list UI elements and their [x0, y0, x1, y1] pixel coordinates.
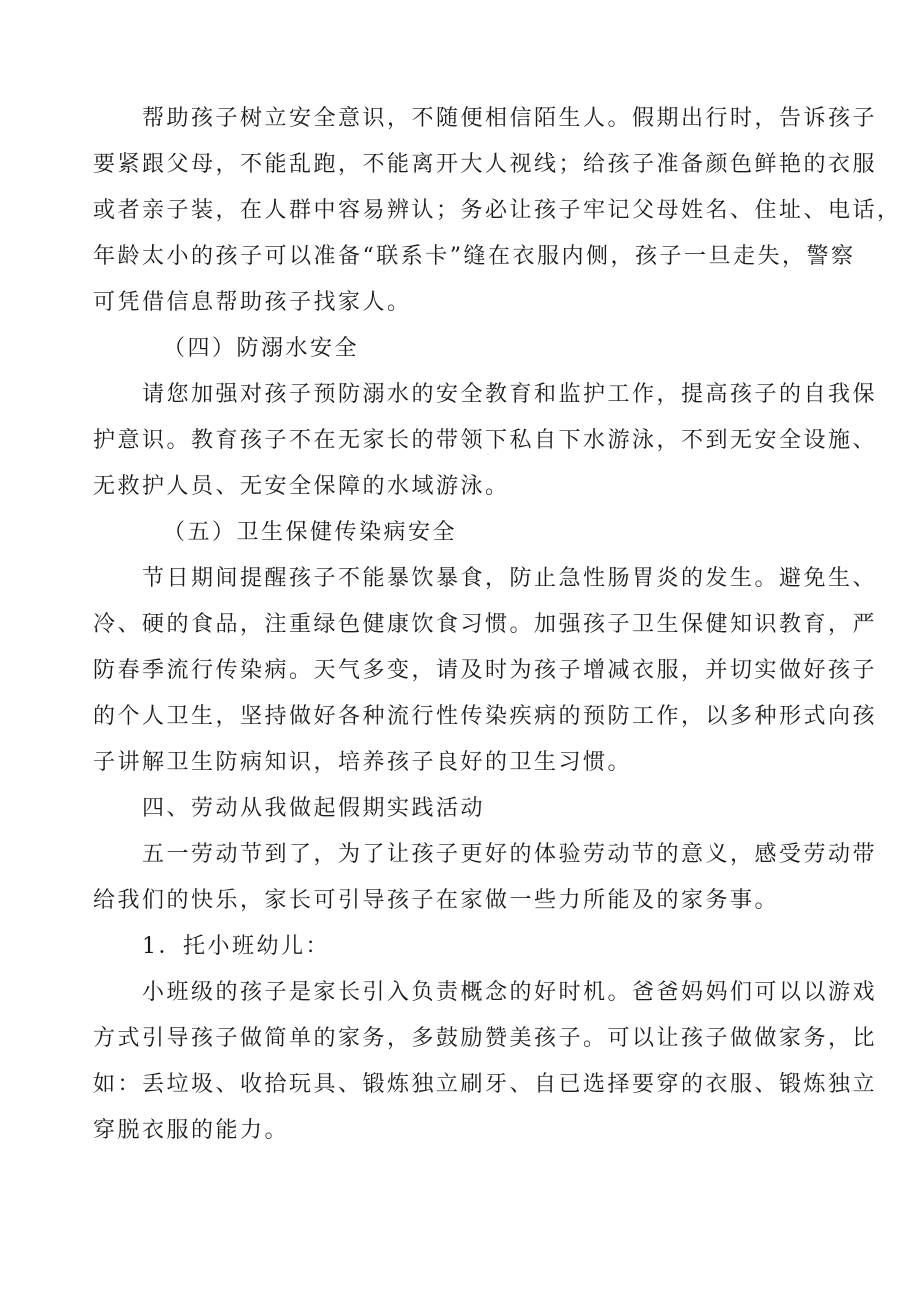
text-line: 子讲解卫生防病知识，培养孩子良好的卫生习惯。	[93, 750, 633, 775]
text-line: 五一劳动节到了，为了让孩子更好的体验劳动节的意义，感受劳动带	[142, 842, 878, 867]
text-line: 可凭借信息帮助孩子找家人。	[93, 290, 412, 315]
text-line: 帮助孩子树立安全意识，不随便相信陌生人。假期出行时，告诉孩子	[142, 106, 878, 131]
section-heading-drowning	[93, 326, 833, 372]
text-line: 护意识。教育孩子不在无家长的带领下私自下水游泳，不到无安全设施、	[93, 428, 878, 453]
heading-text: （四）防溺水安全	[163, 336, 360, 361]
heading-text: 四、劳动从我做起假期实践活动	[142, 796, 486, 821]
document-body	[93, 96, 902, 1154]
text-line: 小班级的孩子是家长引入负责概念的好时机。爸爸妈妈们可以以游戏	[142, 980, 878, 1005]
text-line: 的个人卫生，坚持做好各种流行性传染疾病的预防工作，以多种形式向孩	[93, 704, 878, 729]
heading-text: （五）卫生保健传染病安全	[163, 520, 458, 545]
paragraph-stranger-safety	[93, 96, 902, 326]
paragraph-labor-intro	[93, 832, 878, 924]
paragraph-small-class-chores	[93, 970, 878, 1154]
text-line: 年龄太小的孩子可以准备“联系卡”缝在衣服内侧，孩子一旦走失，警察	[93, 244, 856, 269]
text-line: 无救护人员、无安全保障的水域游泳。	[93, 474, 510, 499]
section-heading-small-class	[93, 924, 833, 970]
text-line: 如：丢垃圾、收拾玩具、锻炼独立刷牙、自已选择要穿的衣服、锻炼独立	[93, 1072, 878, 1097]
paragraph-drowning-safety	[93, 372, 878, 510]
paragraph-hygiene-safety	[93, 556, 878, 786]
text-line: 防春季流行传染病。天气多变，请及时为孩子增减衣服，并切实做好孩子	[93, 658, 878, 683]
text-line: 给我们的快乐，家长可引导孩子在家做一些力所能及的家务事。	[93, 888, 780, 913]
heading-text: 1．托小班幼儿：	[142, 934, 330, 959]
text-line: 方式引导孩子做简单的家务，多鼓励赞美孩子。可以让孩子做做家务，比	[93, 1026, 878, 1051]
text-line: 冷、硬的食品，注重绿色健康饮食习惯。加强孩子卫生保健知识教育，严	[93, 612, 878, 637]
text-line: 请您加强对孩子预防溺水的安全教育和监护工作，提高孩子的自我保	[142, 382, 878, 407]
text-line: 要紧跟父母，不能乱跑，不能离开大人视线；给孩子准备颜色鲜艳的衣服	[93, 152, 878, 177]
text-line: 节日期间提醒孩子不能暴饮暴食，防止急性肠胃炎的发生。避免生、	[142, 566, 878, 591]
text-line: 穿脱衣服的能力。	[93, 1118, 290, 1143]
section-heading-labor	[93, 786, 833, 832]
text-line: 或者亲子装，在人群中容易辨认；务必让孩子牢记父母姓名、住址、电话，	[93, 198, 902, 223]
section-heading-hygiene	[93, 510, 833, 556]
